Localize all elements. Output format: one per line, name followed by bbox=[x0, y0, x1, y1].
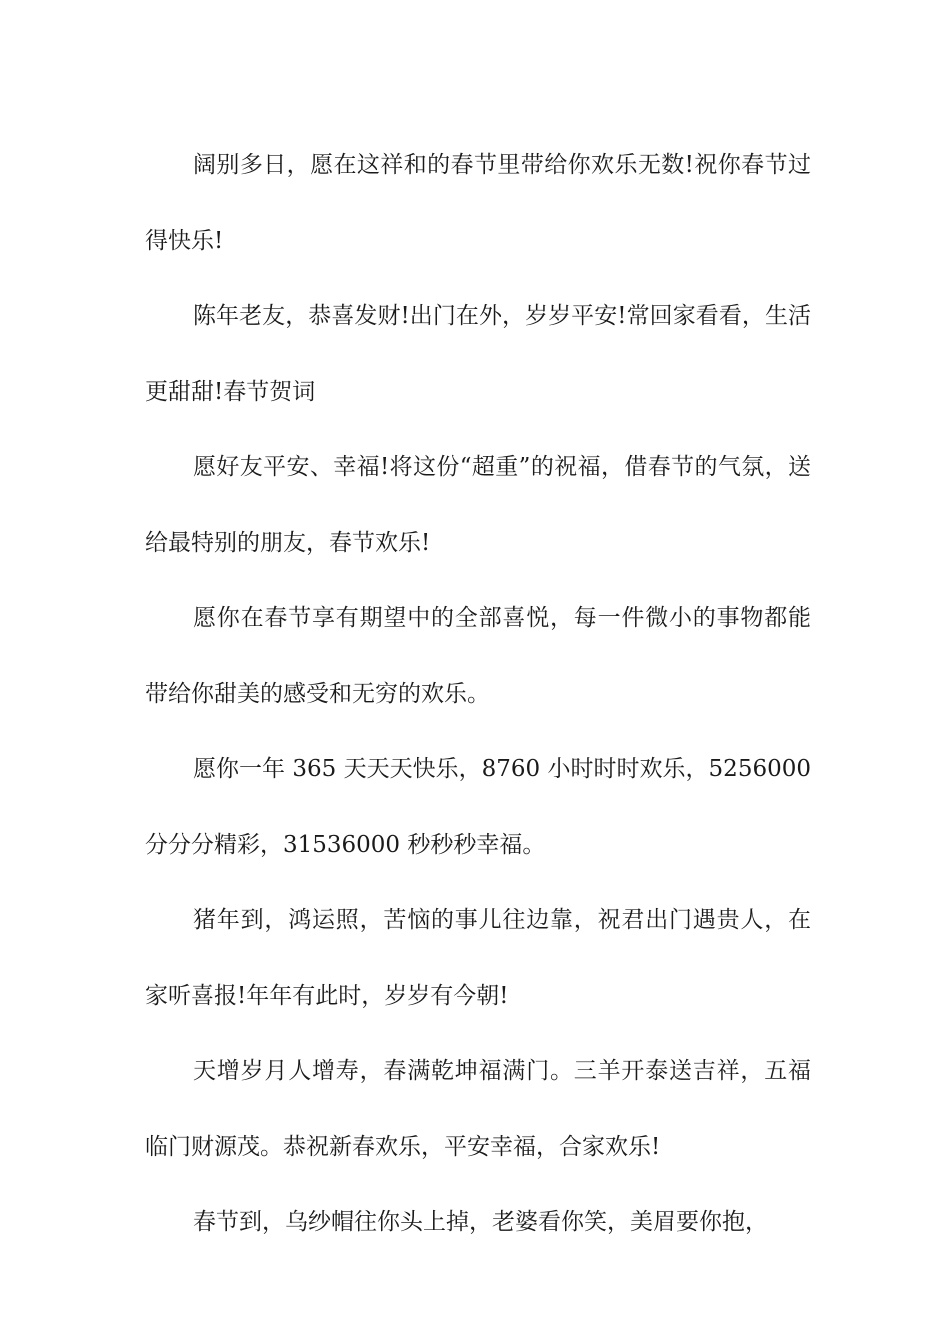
paragraph-7-line-1: 天增岁月人增寿，春满乾坤福满门。三羊开泰送吉祥，五 bbox=[193, 1058, 788, 1084]
paragraph-2 bbox=[145, 279, 811, 430]
paragraph-6 bbox=[145, 883, 811, 1034]
document-body bbox=[145, 128, 811, 1261]
paragraph-8-line-1: 春节到，乌纱帽往你头上掉，老婆看你笑，美眉要你抱， bbox=[193, 1209, 768, 1235]
paragraph-2-line-2: 生活更甜甜!春节贺词 bbox=[145, 303, 811, 405]
paragraph-4-line-1: 愿你在春节享有期望中的全部喜悦，每一件微小的事物都 bbox=[193, 605, 788, 631]
paragraph-4 bbox=[145, 581, 811, 732]
paragraph-6-line-2: 在家听喜报!年年有此时，岁岁有今朝! bbox=[145, 907, 811, 1009]
paragraph-4-line-2: 能带给你甜美的感受和无穷的欢乐。 bbox=[145, 605, 811, 707]
paragraph-5-line-1: 愿你一年 365 天天天快乐，8760 小时时时欢乐，5256000 bbox=[193, 756, 811, 782]
paragraph-6-line-1: 猪年到，鸿运照，苦恼的事儿往边靠，祝君出门遇贵人， bbox=[193, 907, 788, 933]
paragraph-1-line-1: 阔别多日，愿在这祥和的春节里带给你欢乐无数!祝你春节 bbox=[193, 152, 788, 178]
paragraph-2-line-1: 陈年老友，恭喜发财!出门在外，岁岁平安!常回家看看， bbox=[193, 303, 765, 329]
paragraph-7-line-2: 福临门财源茂。恭祝新春欢乐，平安幸福，合家欢乐! bbox=[145, 1058, 811, 1160]
paragraph-5-line-2: 分分分精彩，31536000 秒秒秒幸福。 bbox=[145, 831, 546, 858]
paragraph-1 bbox=[145, 128, 811, 279]
paragraph-3-line-2: 送给最特别的朋友，春节欢乐! bbox=[145, 454, 811, 556]
paragraph-3 bbox=[145, 430, 811, 581]
paragraph-5 bbox=[145, 732, 811, 883]
paragraph-8 bbox=[145, 1185, 811, 1261]
paragraph-3-line-1: 愿好友平安、幸福!将这份“超重”的祝福，借春节的气氛， bbox=[193, 454, 788, 480]
paragraph-1-line-2: 过得快乐! bbox=[145, 152, 811, 254]
paragraph-7 bbox=[145, 1034, 811, 1185]
